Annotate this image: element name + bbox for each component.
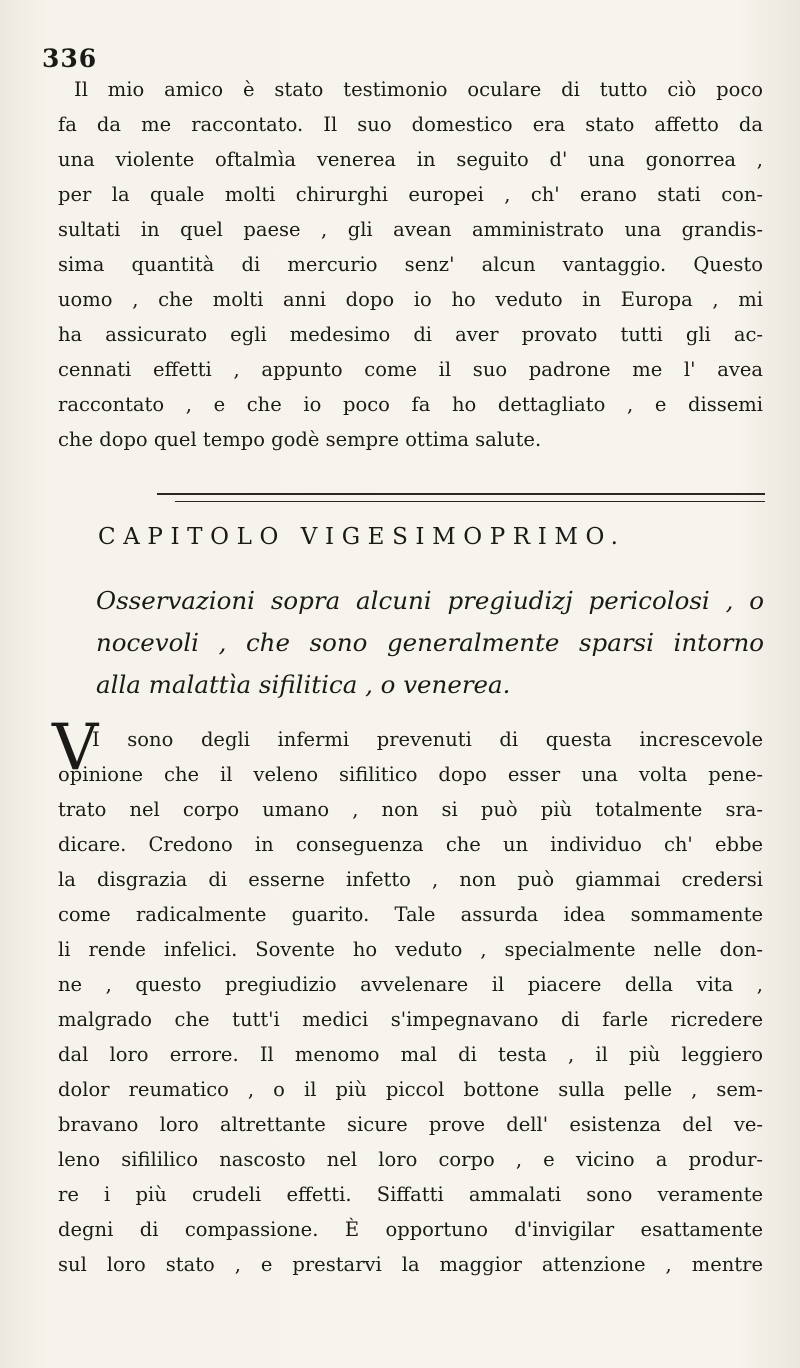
chapter-divider-thick	[157, 493, 765, 495]
text-line: una violente oftalmìa venerea in seguito d' una gonorrea ,	[58, 148, 763, 171]
text-line: dolor reumatico , o il più piccol bottone sulla pelle , sem-	[58, 1078, 763, 1101]
text-line: re i più crudeli effetti. Siffatti ammalati sono veramente	[58, 1183, 763, 1206]
text-line: degni di compassione. È opportuno d'invigilar esattamente	[58, 1218, 763, 1241]
text-line: ne , questo pregiudizio avvelenare il piacere della vita ,	[58, 973, 763, 996]
text-line: li rende infelici. Sovente ho veduto , specialmente nelle don-	[58, 938, 763, 961]
page-number: 336	[42, 44, 98, 73]
text-line: malgrado che tutt'i medici s'impegnavano di farle ricredere	[58, 1008, 763, 1031]
text-line: trato nel corpo umano , non si può più totalmente sra-	[58, 798, 763, 821]
text-line: sul loro stato , e prestarvi la maggior attenzione , mentre	[58, 1253, 763, 1276]
subtitle-line: nocevoli , che sono generalmente sparsi intorno	[96, 628, 764, 657]
text-line: cennati effetti , appunto come il suo padrone me l' avea	[58, 358, 763, 381]
text-line: sima quantità di mercurio senz' alcun vantaggio. Questo	[58, 253, 763, 276]
text-line: dicare. Credono in conseguenza che un individuo ch' ebbe	[58, 833, 763, 856]
chapter-subtitle	[96, 580, 764, 706]
chapter-divider-thin	[175, 501, 765, 502]
top-paragraph	[58, 72, 763, 457]
text-line: la disgrazia di esserne infetto , non può giammai credersi	[58, 868, 763, 891]
drop-cap-initial: V	[52, 711, 99, 785]
text-line: Il mio amico è stato testimonio oculare di tutto ciò poco	[74, 78, 763, 101]
text-line: fa da me raccontato. Il suo domestico era stato affetto da	[58, 113, 763, 136]
text-line: sultati in quel paese , gli avean amministrato una grandis-	[58, 218, 763, 241]
text-line: che dopo quel tempo godè sempre ottima salute.	[58, 428, 542, 451]
subtitle-line: Osservazioni sopra alcuni pregiudizj pericolosi , o	[96, 586, 764, 615]
subtitle-line: alla malattìa sifilitica , o venerea.	[96, 670, 511, 699]
text-line: leno sifililico nascosto nel loro corpo , e vicino a produr-	[58, 1148, 763, 1171]
text-line: ha assicurato egli medesimo di aver provato tutti gli ac-	[58, 323, 763, 346]
text-line: opinione che il veleno sifilitico dopo esser una volta pene-	[58, 763, 763, 786]
text-line: I sono degli infermi prevenuti di questa increscevole	[92, 728, 763, 751]
body-paragraph	[58, 722, 763, 1282]
text-line: raccontato , e che io poco fa ho dettagliato , e dissemi	[58, 393, 763, 416]
chapter-heading: CAPITOLO VIGESIMOPRIMO.	[98, 524, 626, 550]
text-line: dal loro errore. Il menomo mal di testa , il più leggiero	[58, 1043, 763, 1066]
text-line: come radicalmente guarito. Tale assurda idea sommamente	[58, 903, 763, 926]
text-line: bravano loro altrettante sicure prove dell' esistenza del ve-	[58, 1113, 763, 1136]
text-line: uomo , che molti anni dopo io ho veduto in Europa , mi	[58, 288, 763, 311]
text-line: per la quale molti chirurghi europei , ch' erano stati con-	[58, 183, 763, 206]
